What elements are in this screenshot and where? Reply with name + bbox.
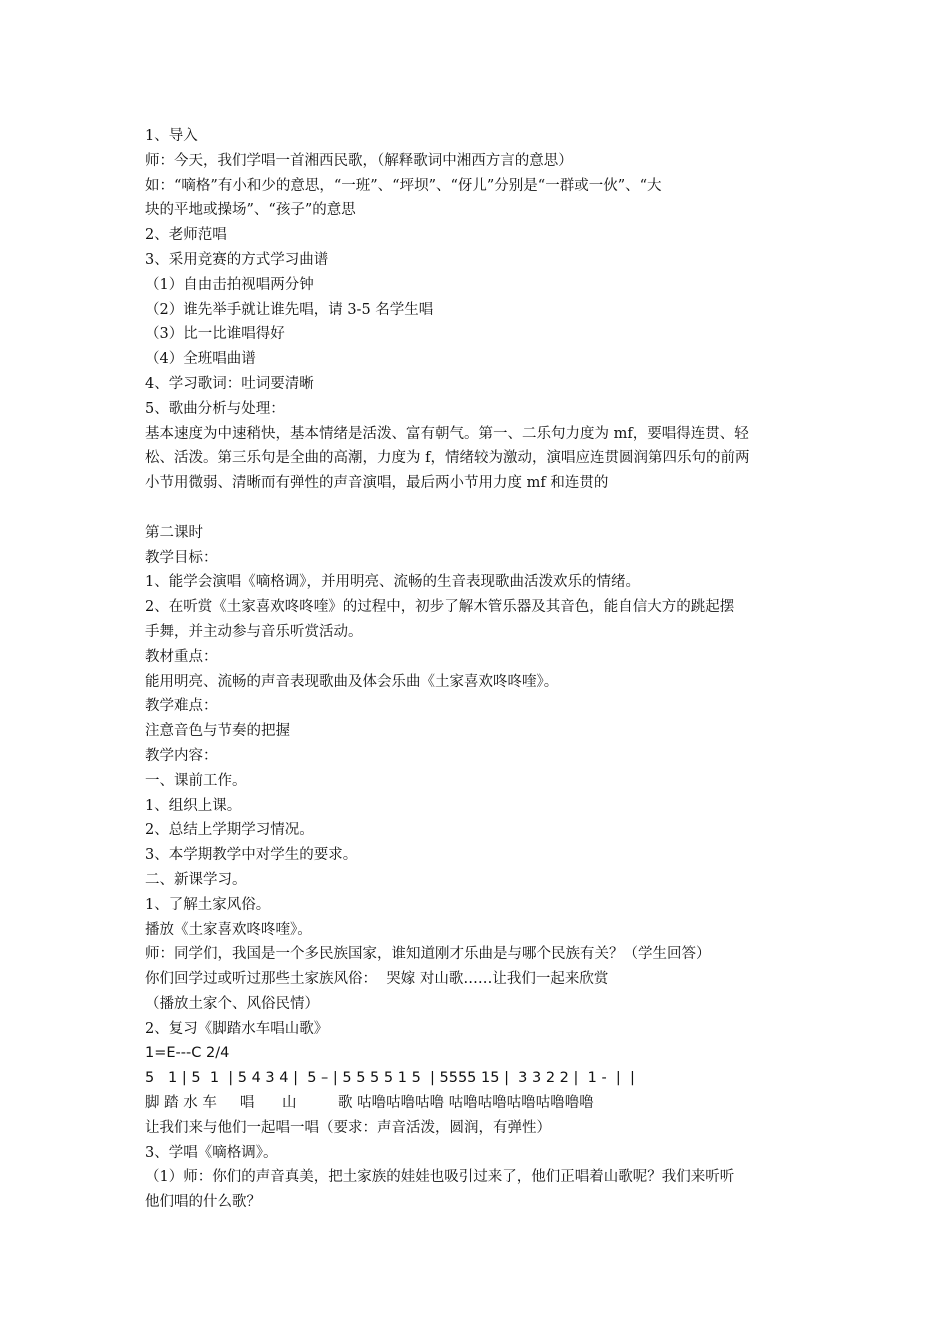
text-line: 教学目标： [145,549,218,566]
text-line: 1、组织上课。 [145,797,242,814]
text-line: 教材重点： [145,648,218,665]
notation-line: 5 1 | 5 1 | 5 4 3 4 | 5 – | 5 5 5 5 1 5 | 5555 15 | 3 3 2 2 | 1 - | | [145,1070,635,1087]
text-line: 能用明亮、流畅的声音表现歌曲及体会乐曲《土家喜欢咚咚喹》。 [145,673,559,690]
key-signature: 1=E---C 2/4 [145,1045,230,1062]
text-line: 手舞，并主动参与音乐听赏活动。 [145,623,363,640]
text-line: 松、活泼。第三乐句是全曲的高潮，力度为 f，情绪较为激动，演唱应连贯圆润第四乐句的前两 [145,450,750,467]
text-line: 3、学唱《嘀格调》。 [145,1144,278,1161]
text-line: 二、新课学习。 [145,871,247,888]
text-line: 3、本学期教学中对学生的要求。 [145,847,358,864]
text-line: （3）比一比谁唱得好 [145,326,285,343]
text-line: （1）师：你们的声音真美，把土家族的娃娃也吸引过来了，他们正唱着山歌呢？我们来听听 [145,1169,735,1186]
text-line: （4）全班唱曲谱 [145,351,256,368]
lyrics-line: 脚 踏 水 车 唱 山 歌 咕噜咕噜咕噜 咕噜咕噜咕噜咕噜噜噜 [145,1095,594,1112]
text-line: 2、在听赏《土家喜欢咚咚喹》的过程中，初步了解木管乐器及其音色，能自信大方的跳起摆 [145,599,735,616]
text-line: 5、歌曲分析与处理： [145,400,285,417]
text-line: 小节用微弱、清晰而有弹性的声音演唱，最后两小节用力度 mf 和连贯的 [145,475,609,492]
text-line: 师：今天，我们学唱一首湘西民歌，（解释歌词中湘西方言的意思） [145,152,573,169]
text-line: 3、采用竞赛的方式学习曲谱 [145,251,329,268]
section-heading: 第二课时 [145,524,203,541]
text-line: 1、了解土家风俗。 [145,896,271,913]
text-line: 你们回学过或听过那些土家族风俗： 哭嫁 对山歌……让我们一起来欣赏 [145,971,609,988]
blank-line [145,496,815,521]
text-line: （2）谁先举手就让谁先唱，请 3-5 名学生唱 [145,301,434,318]
text-line: 注意音色与节奏的把握 [145,723,290,740]
text-line: 教学内容： [145,747,218,764]
text-line: （1）自由击拍视唱两分钟 [145,276,314,293]
text-line: 2、老师范唱 [145,227,227,244]
text-line: 2、总结上学期学习情况。 [145,822,314,839]
text-line: 播放《土家喜欢咚咚喹》。 [145,921,312,938]
text-line: 4、学习歌词：吐词要清晰 [145,375,314,392]
text-line: 1、导入 [145,128,198,144]
text-line: 师：同学们，我国是一个多民族国家，谁知道刚才乐曲是与哪个民族有关？（学生回答） [145,946,711,963]
text-line: 他们唱的什么歌？ [145,1194,261,1211]
document-body [145,124,815,1215]
text-line: 教学难点： [145,698,218,715]
text-line: 2、复习《脚踏水车唱山歌》 [145,1020,329,1037]
text-line: 让我们来与他们一起唱一唱（要求：声音活泼，圆润，有弹性） [145,1119,551,1136]
text-line: 如：“嘀格”有小和少的意思，“一班”、“坪坝”、“伢儿”分别是“一群或一伙”、“大 [145,177,662,194]
text-line: 1、能学会演唱《嘀格调》，并用明亮、流畅的生音表现歌曲活泼欢乐的情绪。 [145,574,640,591]
text-line: 基本速度为中速稍快，基本情绪是活泼、富有朝气。第一、二乐句力度为 mf，要唱得连贯、轻 [145,425,749,442]
text-line: （播放土家个、风俗民情） [145,995,319,1012]
text-line: 一、课前工作。 [145,772,247,789]
text-line: 块的平地或操场”、“孩子”的意思 [145,202,356,219]
